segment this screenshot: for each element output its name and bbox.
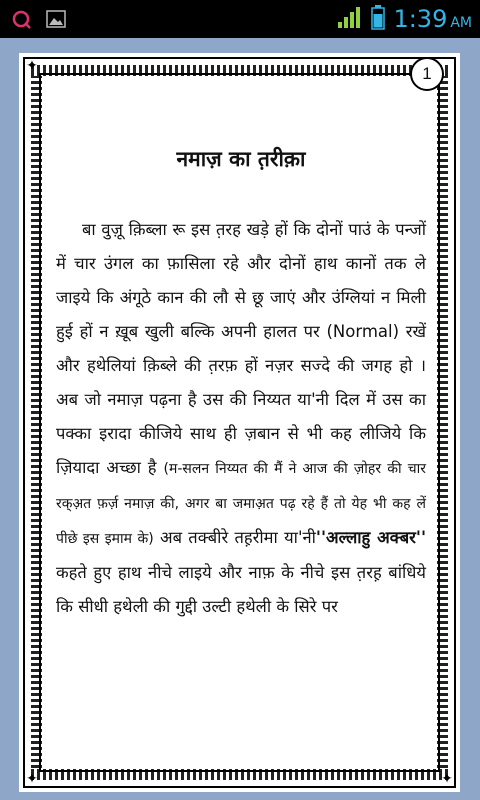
clock-ampm: AM: [450, 15, 472, 31]
clock: [393, 5, 472, 33]
clock-time: 1:39: [393, 5, 448, 33]
corner-ornament-icon: ✦: [26, 58, 38, 74]
signal-icon: [337, 5, 363, 33]
paragraph-small-2: अब तक्बीरे तह़रीमा या'नी: [153, 528, 316, 547]
book-page[interactable]: [19, 53, 460, 792]
paragraph-main: बा वुज़ू क़िब्ला रू इस त़रह खड़े हों कि दोनों पाउं के पन्जों में चार उंगल का फ़ासिला रहे और दोनों हाथ कानों तक ले जाइये कि अंगूठे कान की लौ से छू जाएं और उंग्लियां न मिली हुई हों न ख़ूब खुली बल्कि अपनी हालत पर (Normal) रखें और हथेलियां क़िब्ले की त़रफ़ हों नज़र सज्दे की जगह हो । अब जो नमाज़ पढ़ना है उस की निय्यत या'नी दिल में उस का पक्का इरादा कीजिये साथ ही ज़बान से भी कह लीजिये कि ज़ियादा अच्छा है: [56, 220, 426, 477]
image-icon: [46, 10, 66, 32]
status-bar: [0, 0, 480, 38]
notification-icons: [10, 8, 66, 34]
battery-icon: [371, 4, 385, 34]
system-icons: [337, 4, 472, 34]
page-number: 1: [410, 57, 444, 91]
page-content: [56, 139, 426, 624]
body-text: [56, 213, 426, 624]
sync-icon: [10, 8, 32, 34]
corner-ornament-icon: ✦: [26, 771, 38, 787]
takbeer-text: ''अल्लाहु अक्बर'': [315, 528, 427, 547]
page-title: नमाज़ का त़रीक़ा: [176, 147, 306, 171]
paragraph-small: (म-सलन निय्यत की मैं ने आज की ज़ोहर की चार रक्अ़त फ़र्ज़ नमाज़ की, अगर बा जमाअ़त पढ़ रहे हैं तो येह भी कह लें पीछे इस इमाम के): [56, 461, 426, 547]
paragraph-end: कहते हुए हाथ नीचे लाइये और नाफ़ के नीचे इस त़रह़ बांधिये कि सीधी हथेली की गुद्दी उल्टी हथेली के सिरे पर: [56, 563, 426, 616]
corner-ornament-icon: ✦: [441, 771, 453, 787]
